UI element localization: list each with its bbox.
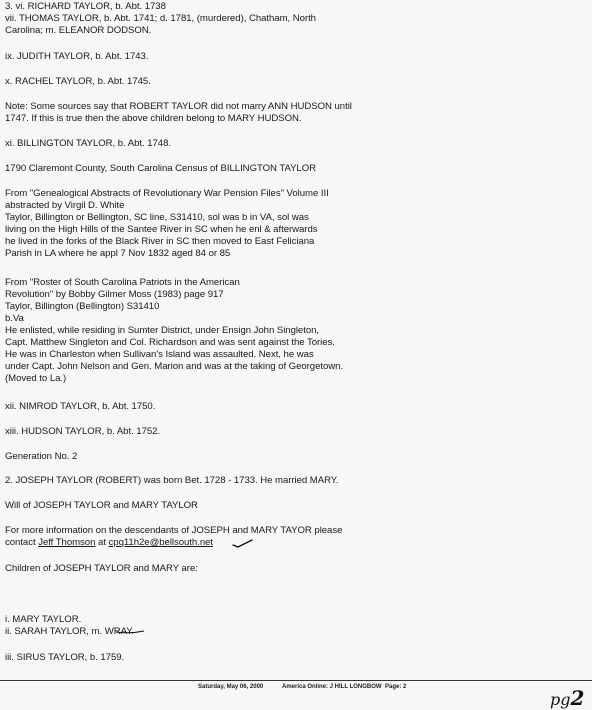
handwritten-underline-icon: [115, 628, 145, 636]
text-line: For more information on the descendants of JOSEPH and MARY TAYOR please: [5, 525, 343, 536]
text-line: x. RACHEL TAYLOR, b. Abt. 1745.: [5, 76, 151, 87]
text-line: vii. THOMAS TAYLOR, b. Abt. 1741; d. 1781, (murdered), Chatham, North: [5, 13, 316, 24]
contact-line: [5, 537, 213, 548]
text-line: Children of JOSEPH TAYLOR and MARY are:: [5, 563, 198, 574]
text-line: Capt. Matthew Singleton and Col. Richardson and was sent against the Tories.: [5, 337, 335, 348]
text-line: under Capt. John Nelson and Gen. Marion and was at the taking of Georgetown.: [5, 361, 344, 372]
sarah-suffix: .: [131, 626, 134, 637]
text-line: From "Roster of South Carolina Patriots in the American: [5, 277, 240, 288]
text-line: Carolina; m. ELEANOR DODSON.: [5, 25, 152, 36]
text-line: 2. JOSEPH TAYLOR (ROBERT) was born Bet. 1728 - 1733. He married MARY.: [5, 475, 339, 486]
text-line: Generation No. 2: [5, 451, 78, 462]
handwritten-pg: pg: [550, 690, 571, 709]
sarah-surname: WRAY: [104, 626, 132, 637]
text-line: Taylor, Billington (Bellington) S31410: [5, 301, 160, 312]
text-line: Note: Some sources say that ROBERT TAYLOR did not marry ANN HUDSON until: [5, 101, 352, 112]
text-line: b.Va: [5, 313, 24, 324]
footer-page: Page: 2: [385, 684, 407, 690]
text-line: From "Genealogical Abstracts of Revolutionary War Pension Files" Volume III: [5, 188, 329, 199]
text-line: 1790 Claremont County, South Carolina Census of BILLINGTON TAYLOR: [5, 163, 317, 174]
text-line: (Moved to La.): [5, 373, 67, 384]
footer-divider: [0, 680, 592, 681]
contact-email: cpq11h2e@bellsouth.net: [108, 537, 214, 548]
text-line: iii. SIRUS TAYLOR, b. 1759.: [5, 652, 125, 663]
text-line: He was in Charleston when Sullivan's Island was assaulted. Next, he was: [5, 349, 314, 360]
footer-source: America Online: J HILL LONGBOW: [282, 684, 382, 690]
text-line: 3. vi. RICHARD TAYLOR, b. Abt. 1738: [5, 1, 166, 12]
contact-middle: at: [95, 537, 109, 548]
contact-name: Jeff Thomson: [38, 537, 96, 548]
text-line: xi. BILLINGTON TAYLOR, b. Abt. 1748.: [5, 138, 171, 149]
text-line: Revolution" by Bobby Gilmer Moss (1983) page 917: [5, 289, 224, 300]
text-line: Parish in LA where he appl 7 Nov 1832 aged 84 or 85: [5, 248, 231, 259]
text-line: xiii. HUDSON TAYLOR, b. Abt. 1752.: [5, 426, 161, 437]
contact-prefix: contact: [5, 537, 39, 548]
text-line: he lived in the forks of the Black River in SC then moved to East Feliciana: [5, 236, 315, 247]
handwritten-check-icon: [232, 537, 254, 551]
handwritten-page-number: [550, 686, 584, 710]
text-line: xii. NIMROD TAYLOR, b. Abt. 1750.: [5, 401, 156, 412]
text-line: abstracted by Virgil D. White: [5, 200, 125, 211]
text-line: ix. JUDITH TAYLOR, b. Abt. 1743.: [5, 51, 149, 62]
text-line: i. MARY TAYLOR.: [5, 614, 82, 625]
text-line: He enlisted, while residing in Sumter District, under Ensign John Singleton,: [5, 325, 320, 336]
text-line: 1747. If this is true then the above children belong to MARY HUDSON.: [5, 113, 302, 124]
footer-date: Saturday, May 06, 2000: [198, 684, 264, 690]
text-line: Taylor, Billington or Bellington, SC line, S31410, sol was b in VA, sol was: [5, 212, 309, 223]
sarah-prefix: ii. SARAH TAYLOR, m.: [5, 626, 105, 637]
text-line: living on the High Hills of the Santee River in SC when he enl & afterwards: [5, 224, 318, 235]
handwritten-number: 2: [570, 686, 585, 710]
text-line: Will of JOSEPH TAYLOR and MARY TAYLOR: [5, 500, 198, 511]
